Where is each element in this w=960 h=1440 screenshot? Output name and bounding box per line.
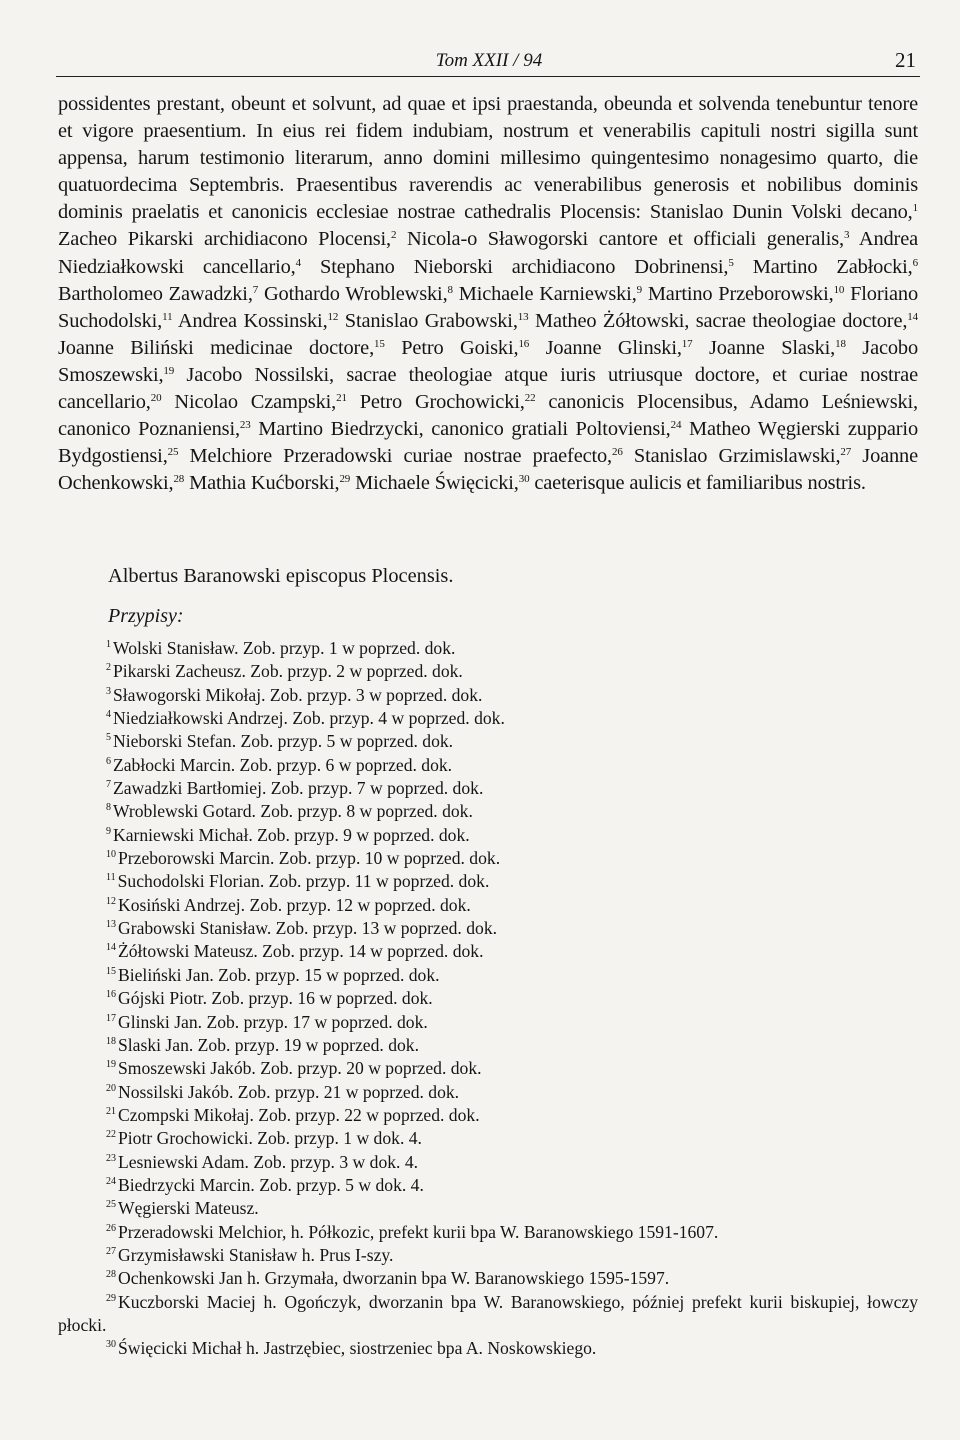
page-number: 21 <box>895 48 916 72</box>
footnote-text: Przeradowski Melchior, h. Półkozic, prefekt kurii bpa W. Baranowskiego 1591-1607. <box>118 1221 719 1242</box>
footnote-number: 3 <box>106 685 111 697</box>
text-segment: Nicola-o Sławogorski cantore et officiali generalis, <box>396 228 845 251</box>
footnote-number: 15 <box>106 965 116 977</box>
footnote-number: 30 <box>106 1339 116 1351</box>
footnote-item <box>58 800 918 823</box>
footnote-item <box>58 1057 918 1080</box>
footnote-ref: 16 <box>518 337 530 350</box>
footnote-text: Czompski Mikołaj. Zob. przyp. 22 w poprzed. dok. <box>118 1104 480 1125</box>
text-segment: Joanne Glinski, <box>529 336 682 359</box>
text-segment: Gothardo Wroblewski, <box>258 282 448 305</box>
text-segment: Jacobo Smoszewski, <box>58 336 919 386</box>
footnote-ref: 13 <box>517 310 529 323</box>
text-segment: Mathia Kućborski, <box>184 472 340 495</box>
footnote-number: 13 <box>106 919 116 931</box>
footnote-ref: 26 <box>612 446 623 459</box>
text-segment: Melchiore Przeradowski curiae nostrae praefecto, <box>178 445 613 468</box>
footnote-item <box>58 1197 918 1220</box>
footnote-ref: 15 <box>374 337 385 350</box>
footnote-text: Piotr Grochowicki. Zob. przyp. 1 w dok. 4. <box>118 1128 422 1149</box>
footnote-text: Gójski Piotr. Zob. przyp. 16 w poprzed. dok. <box>118 988 433 1009</box>
text-segment: Andrea Niedziałkowski cancellario, <box>58 228 918 278</box>
text-segment: caeterisque aulicis et familiaribus nostris. <box>529 472 866 495</box>
footnote-number: 14 <box>106 942 116 954</box>
footnote-number: 8 <box>106 802 111 814</box>
footnote-item <box>58 684 918 707</box>
running-header <box>58 50 920 74</box>
footnote-text: Kuczborski Maciej h. Ogończyk, dworzanin bpa W. Baranowskiego, później prefekt kurii biskupiej, łowczy płocki. <box>58 1291 918 1335</box>
header-rule <box>56 76 920 77</box>
footnote-ref: 6 <box>912 256 918 269</box>
footnote-item <box>58 870 918 893</box>
footnote-item <box>58 987 918 1010</box>
text-segment: possidentes prestant, obeunt et solvunt, ad quae et ipsi praestanda, obeunda et solvenda tenebuntur tenore et vigore praesentium. In eius rei fidem indubiam, nostrum et venerabilis capituli nostri sigilla sunt appensa, harum testimonio literarum, anno domini millesimo quingentesimo nonagesimo quarto, die quatuordecima Septembris. Praesentibus raverendis ac venerabilibus generosis et nobilibus dominis dominis praelatis et canonicis ecclesiae nostrae cathedralis Plocensis: Stanislao Dunin Volski decano, <box>58 93 918 224</box>
text-segment: Petro Goiski, <box>384 336 519 359</box>
footnote-number: 7 <box>106 779 111 791</box>
footnote-ref: 11 <box>162 310 173 323</box>
footnote-number: 6 <box>106 755 111 767</box>
footnote-number: 2 <box>106 662 111 674</box>
footnote-number: 29 <box>106 1292 116 1304</box>
text-segment: Joanne Slaski, <box>692 336 836 359</box>
footnote-item <box>58 1174 918 1197</box>
footnote-text: Lesniewski Adam. Zob. przyp. 3 w dok. 4. <box>118 1151 419 1172</box>
main-paragraph <box>58 91 918 497</box>
footnote-item <box>58 1267 918 1290</box>
footnote-text: Sławogorski Mikołaj. Zob. przyp. 3 w poprzed. dok. <box>113 684 483 705</box>
text-segment: Joanne Ochenkowski, <box>58 445 919 495</box>
footnote-text: Grzymisławski Stanisław h. Prus I-szy. <box>118 1244 394 1265</box>
footnote-item <box>58 730 918 753</box>
footnote-ref: 21 <box>336 392 347 405</box>
footnote-text: Węgierski Mateusz. <box>118 1198 259 1219</box>
footnote-ref: 10 <box>833 283 845 296</box>
footnote-ref: 28 <box>173 473 185 486</box>
footnote-item <box>58 1244 918 1267</box>
footnote-number: 11 <box>106 872 116 884</box>
footnote-ref: 19 <box>163 364 175 377</box>
footnote-number: 9 <box>106 825 111 837</box>
footnote-text: Glinski Jan. Zob. przyp. 17 w poprzed. dok. <box>118 1011 428 1032</box>
footnote-item <box>58 707 918 730</box>
text-segment: canonicis Plocensibus, Adamo Leśniewski, canonico Poznaniensi, <box>58 391 918 441</box>
footnote-number: 5 <box>106 732 111 744</box>
footnote-text: Slaski Jan. Zob. przyp. 19 w poprzed. dok. <box>118 1034 420 1055</box>
text-segment: Martino Zabłocki, <box>733 255 913 278</box>
footnote-ref: 3 <box>844 229 850 242</box>
text-segment: Petro Grochowicki, <box>346 391 525 414</box>
footnote-ref: 1 <box>912 202 918 215</box>
footnotes-heading: Przypisy: <box>108 605 184 627</box>
footnote-item <box>58 1221 918 1244</box>
footnote-ref: 29 <box>339 473 351 486</box>
text-segment: Andrea Kossinski, <box>172 309 328 332</box>
text-segment: Matheo Węgierski zuppario Bydgostiensi, <box>58 418 918 468</box>
footnote-text: Zawadzki Bartłomiej. Zob. przyp. 7 w poprzed. dok. <box>113 778 484 799</box>
text-segment: Joanne Biliński medicinae doctore, <box>58 336 375 359</box>
footnote-ref: 25 <box>167 446 179 459</box>
footnote-ref: 24 <box>670 419 682 432</box>
text-segment: Floriano Suchodolski, <box>58 282 918 332</box>
footnote-text: Żółtowski Mateusz. Zob. przyp. 14 w poprzed. dok. <box>118 941 484 962</box>
footnote-number: 4 <box>106 709 111 721</box>
footnote-number: 18 <box>106 1035 116 1047</box>
footnote-ref: 30 <box>518 473 530 486</box>
footnote-ref: 23 <box>239 419 251 432</box>
footnote-ref: 27 <box>840 446 852 459</box>
footnote-text: Smoszewski Jakób. Zob. przyp. 20 w poprzed. dok. <box>118 1058 482 1079</box>
footnote-text: Bieliński Jan. Zob. przyp. 15 w poprzed. dok. <box>118 964 440 985</box>
footnote-item <box>58 777 918 800</box>
footnote-number: 22 <box>106 1129 116 1141</box>
footnote-item <box>58 1151 918 1174</box>
text-segment: Bartholomeo Zawadzki, <box>58 282 253 305</box>
footnote-item <box>58 940 918 963</box>
footnote-ref: 2 <box>391 229 397 242</box>
footnote-text: Wolski Stanisław. Zob. przyp. 1 w poprzed. dok. <box>113 638 456 658</box>
footnote-number: 12 <box>106 895 116 907</box>
footnote-text: Nossilski Jakób. Zob. przyp. 21 w poprzed. dok. <box>118 1081 460 1102</box>
footnote-text: Pikarski Zacheusz. Zob. przyp. 2 w poprzed. dok. <box>113 661 463 682</box>
text-segment: Zacheo Pikarski archidiacono Plocensi, <box>58 228 391 251</box>
footnote-text: Kosiński Andrzej. Zob. przyp. 12 w poprzed. dok. <box>118 894 471 915</box>
footnote-ref: 9 <box>636 283 642 296</box>
footnote-number: 16 <box>106 989 116 1001</box>
footnote-number: 27 <box>106 1245 116 1257</box>
footnote-text: Ochenkowski Jan h. Grzymała, dworzanin bpa W. Baranowskiego 1595-1597. <box>118 1268 670 1289</box>
footnote-ref: 4 <box>295 256 301 269</box>
footnote-item <box>58 847 918 870</box>
text-segment: Michaele Karniewski, <box>452 282 637 305</box>
footnote-ref: 20 <box>150 392 162 405</box>
footnote-number: 10 <box>106 849 116 861</box>
footnote-number: 1 <box>106 639 111 650</box>
text-segment: Matheo Żółtowski, sacrae theologiae doctore, <box>528 309 908 332</box>
footnote-item <box>58 1127 918 1150</box>
footnote-item <box>58 1081 918 1104</box>
footnote-ref: 12 <box>327 310 339 323</box>
footnote-item <box>58 824 918 847</box>
text-segment: Martino Biedrzycki, canonico gratiali Poltoviensi, <box>250 418 671 441</box>
text-segment: Michaele Święcicki, <box>350 472 519 495</box>
footnote-text: Grabowski Stanisław. Zob. przyp. 13 w poprzed. dok. <box>118 918 498 939</box>
footnote-ref: 22 <box>524 392 536 405</box>
footnote-number: 24 <box>106 1175 116 1187</box>
footnote-item <box>58 964 918 987</box>
text-segment: Martino Przeborowski, <box>642 282 834 305</box>
footnote-item <box>58 637 918 660</box>
footnote-item <box>58 1034 918 1057</box>
footnote-number: 19 <box>106 1059 116 1071</box>
footnote-number: 25 <box>106 1199 116 1211</box>
footnote-ref: 18 <box>835 337 846 350</box>
footnote-item <box>58 1291 918 1338</box>
footnote-ref: 14 <box>907 310 918 323</box>
footnote-list <box>58 637 918 1361</box>
footnote-ref: 5 <box>728 256 734 269</box>
footnote-number: 20 <box>106 1082 116 1094</box>
footnote-item <box>58 1337 918 1360</box>
footnote-item <box>58 1011 918 1034</box>
footnote-text: Wroblewski Gotard. Zob. przyp. 8 w poprzed. dok. <box>113 801 473 822</box>
footnote-text: Zabłocki Marcin. Zob. przyp. 6 w poprzed. dok. <box>113 754 453 775</box>
footnote-ref: 17 <box>681 337 693 350</box>
footnote-item <box>58 917 918 940</box>
text-segment: Stephano Nieborski archidiacono Dobrinensi, <box>300 255 729 278</box>
footnote-text: Karniewski Michał. Zob. przyp. 9 w poprzed. dok. <box>113 824 470 845</box>
footnote-number: 23 <box>106 1152 116 1164</box>
footnote-text: Święcicki Michał h. Jastrzębiec, siostrzeniec bpa A. Noskowskiego. <box>118 1338 597 1359</box>
footnote-text: Nieborski Stefan. Zob. przyp. 5 w poprzed. dok. <box>113 731 454 752</box>
footnote-number: 26 <box>106 1222 116 1234</box>
footnote-item <box>58 754 918 777</box>
signature-line: Albertus Baranowski episcopus Plocensis. <box>108 565 454 587</box>
footnote-text: Suchodolski Florian. Zob. przyp. 11 w poprzed. dok. <box>117 871 490 892</box>
footnote-number: 17 <box>106 1012 116 1024</box>
journal-issue: Tom XXII / 94 <box>435 50 543 71</box>
footnote-text: Biedrzycki Marcin. Zob. przyp. 5 w dok. 4. <box>118 1174 424 1195</box>
footnote-ref: 7 <box>252 283 259 296</box>
text-segment: Stanislao Grzimislawski, <box>622 445 841 468</box>
footnote-text: Przeborowski Marcin. Zob. przyp. 10 w poprzed. dok. <box>118 848 501 869</box>
footnote-text: Niedziałkowski Andrzej. Zob. przyp. 4 w poprzed. dok. <box>113 708 505 729</box>
footnote-item <box>58 1104 918 1127</box>
footnote-number: 21 <box>106 1105 116 1117</box>
text-segment: Nicolao Czampski, <box>161 391 337 414</box>
footnote-item <box>58 894 918 917</box>
text-segment: Stanislao Grabowski, <box>338 309 518 332</box>
footnote-ref: 8 <box>447 283 453 296</box>
text-segment: Jacobo Nossilski, sacrae theologiae atque iuris utriusque doctore, et curiae nostrae cancellario, <box>58 363 918 414</box>
footnote-number: 28 <box>106 1269 116 1281</box>
footnote-item <box>58 660 918 683</box>
